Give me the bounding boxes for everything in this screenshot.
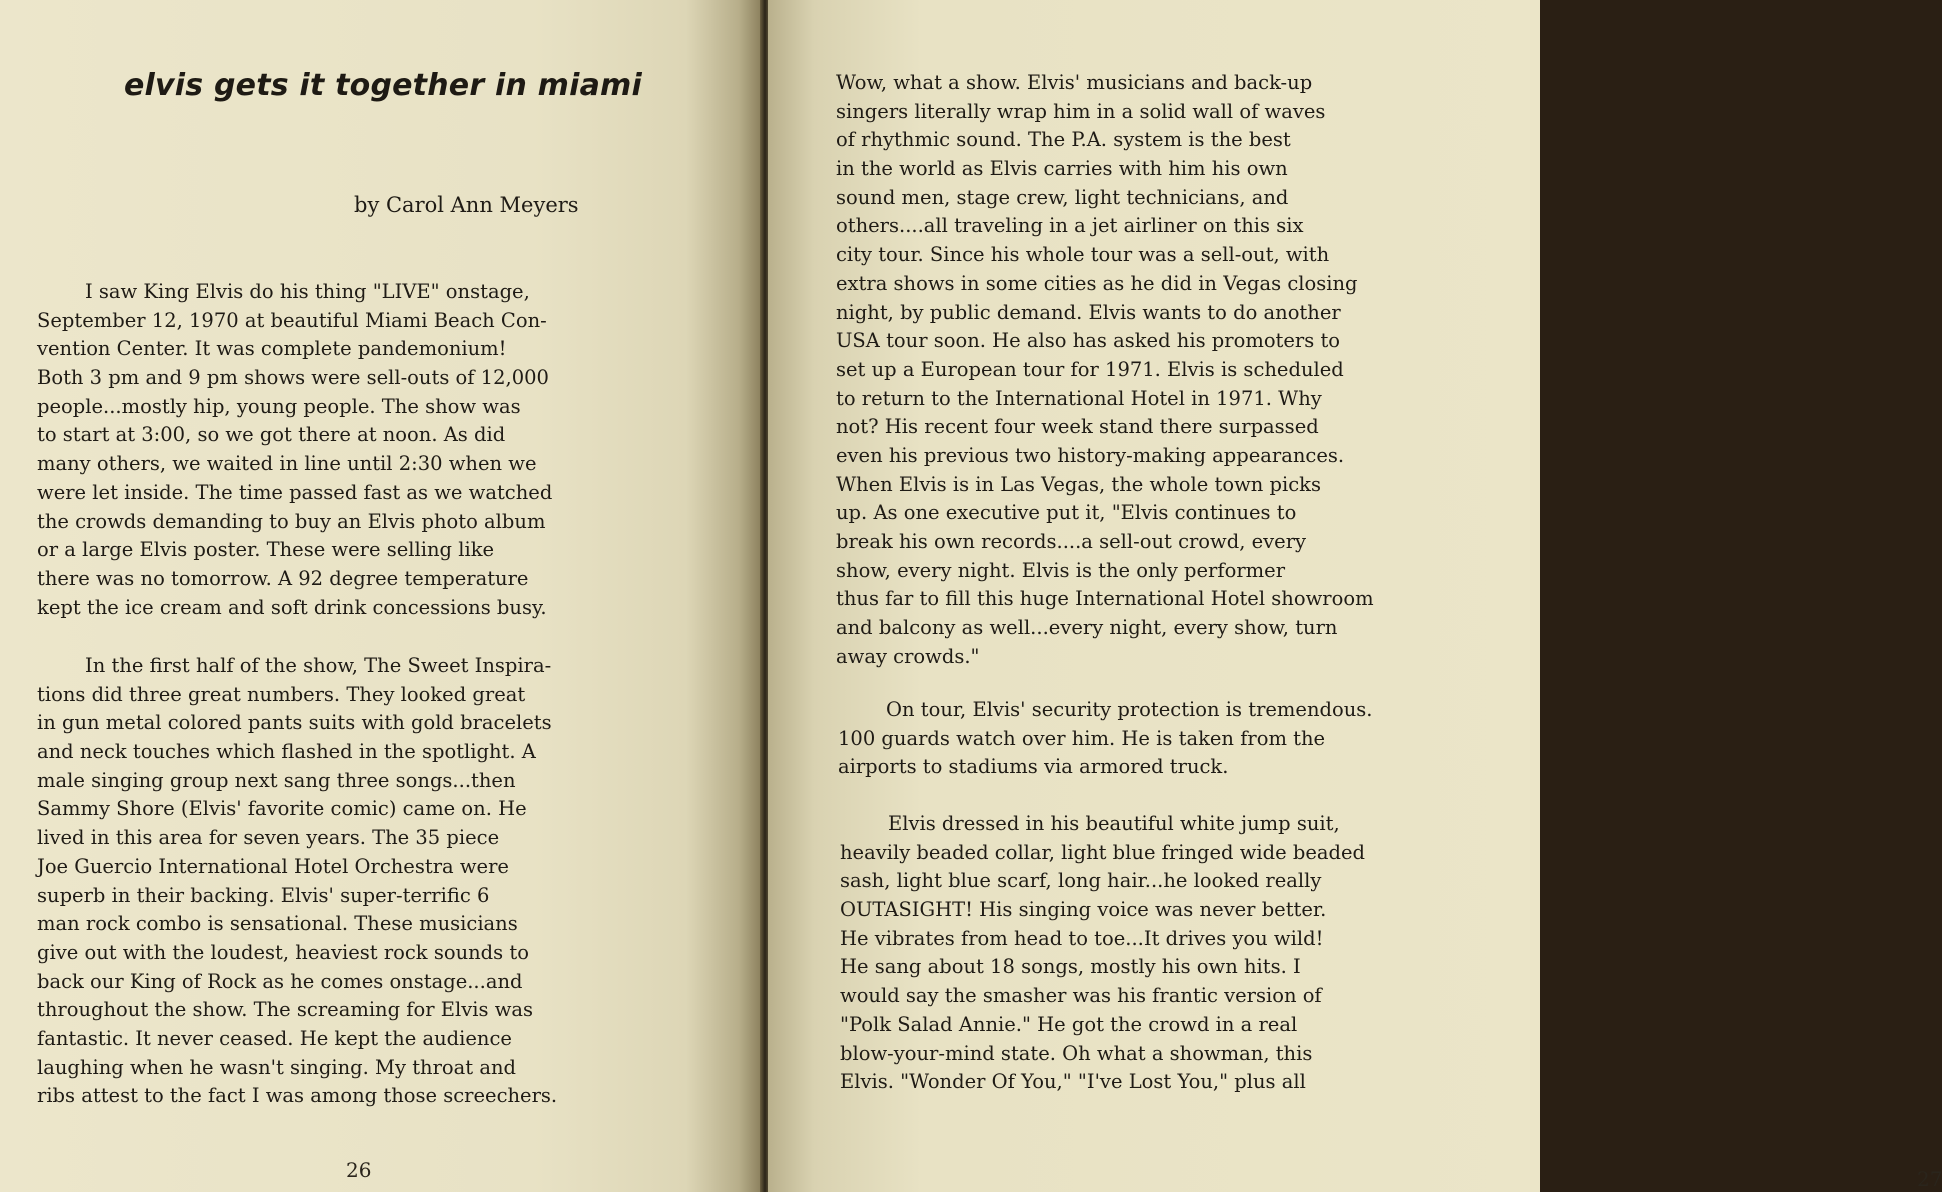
text-line: vention Center. It was complete pandemonium! bbox=[37, 337, 507, 361]
right-paragraph-1 bbox=[836, 69, 1374, 671]
text-line: singers literally wrap him in a solid wall of waves bbox=[836, 99, 1326, 123]
text-line: back our King of Rock as he comes onstage...and bbox=[37, 969, 523, 993]
text-line: blow-your-mind state. Oh what a showman, this bbox=[840, 1041, 1313, 1065]
left-paragraph-1 bbox=[37, 278, 552, 622]
left-paragraph-2 bbox=[37, 652, 557, 1111]
text-line: were let inside. The time passed fast as we watched bbox=[37, 480, 553, 504]
text-line: male singing group next sang three songs...then bbox=[37, 768, 516, 792]
text-line: Joe Guercio International Hotel Orchestra were bbox=[37, 854, 509, 878]
text-line: in the world as Elvis carries with him his own bbox=[836, 157, 1288, 181]
text-line: sash, light blue scarf, long hair...he looked really bbox=[840, 869, 1322, 893]
text-line: ribs attest to the fact I was among those screechers. bbox=[37, 1084, 558, 1108]
text-line: and balcony as well...every night, every show, turn bbox=[836, 616, 1338, 640]
text-line: of rhythmic sound. The P.A. system is the best bbox=[836, 128, 1291, 152]
text-line: thus far to fill this huge International Hotel showroom bbox=[836, 587, 1374, 611]
text-line: heavily beaded collar, light blue fringed wide beaded bbox=[840, 840, 1366, 864]
text-line: to return to the International Hotel in 1971. Why bbox=[836, 386, 1322, 410]
text-line: set up a European tour for 1971. Elvis is scheduled bbox=[836, 357, 1344, 381]
text-line: man rock combo is sensational. These musicians bbox=[37, 912, 518, 936]
text-line: airports to stadiums via armored truck. bbox=[838, 755, 1229, 779]
article-title: elvis gets it together in miami bbox=[124, 68, 642, 103]
text-line: September 12, 1970 at beautiful Miami Beach Con- bbox=[37, 308, 547, 332]
text-line: up. As one executive put it, "Elvis continues to bbox=[836, 501, 1297, 525]
text-line: fantastic. It never ceased. He kept the audience bbox=[37, 1026, 512, 1050]
page-number-right: 27 bbox=[1917, 1167, 1942, 1191]
text-line: laughing when he wasn't singing. My throat and bbox=[37, 1055, 516, 1079]
text-line: throughout the show. The screaming for Elvis was bbox=[37, 998, 534, 1022]
text-line: show, every night. Elvis is the only performer bbox=[836, 558, 1286, 582]
text-line: and neck touches which flashed in the spotlight. A bbox=[37, 740, 536, 764]
text-line: night, by public demand. Elvis wants to do another bbox=[836, 300, 1341, 324]
text-line: When Elvis is in Las Vegas, the whole town picks bbox=[836, 472, 1321, 496]
text-line: there was no tomorrow. A 92 degree temperature bbox=[37, 566, 529, 590]
text-line: lived in this area for seven years. The 35 piece bbox=[37, 826, 500, 850]
text-line: kept the ice cream and soft drink concessions busy. bbox=[37, 595, 547, 619]
text-line: 100 guards watch over him. He is taken from the bbox=[838, 726, 1326, 750]
text-line: or a large Elvis poster. These were selling like bbox=[37, 538, 495, 562]
text-line: the crowds demanding to buy an Elvis photo album bbox=[37, 509, 546, 533]
text-line: He sang about 18 songs, mostly his own hits. I bbox=[840, 955, 1301, 979]
text-line: break his own records....a sell-out crowd, every bbox=[836, 530, 1307, 553]
page-number-left: 26 bbox=[346, 1158, 372, 1182]
text-line: in gun metal colored pants suits with gold bracelets bbox=[37, 711, 552, 735]
text-line: would say the smasher was his frantic version of bbox=[840, 984, 1322, 1008]
text-line: even his previous two history-making appearances. bbox=[836, 443, 1345, 467]
left-page bbox=[0, 0, 762, 1192]
text-line: many others, we waited in line until 2:30 when we bbox=[37, 452, 537, 476]
text-line: On tour, Elvis' security protection is tremendous. bbox=[886, 698, 1373, 721]
article-byline: by Carol Ann Meyers bbox=[354, 193, 579, 217]
right-paragraph-3 bbox=[840, 810, 1365, 1097]
text-line: to start at 3:00, so we got there at noon. As did bbox=[37, 423, 506, 447]
text-line: I saw King Elvis do his thing "LIVE" onstage, bbox=[85, 280, 530, 303]
text-line: Wow, what a show. Elvis' musicians and back-up bbox=[836, 71, 1313, 94]
text-line: In the first half of the show, The Sweet Inspira- bbox=[85, 654, 552, 677]
text-line: Both 3 pm and 9 pm shows were sell-outs of 12,000 bbox=[37, 366, 549, 390]
text-line: city tour. Since his whole tour was a sell-out, with bbox=[836, 243, 1330, 267]
text-line: USA tour soon. He also has asked his promoters to bbox=[836, 329, 1341, 353]
text-line: people...mostly hip, young people. The show was bbox=[37, 394, 521, 418]
text-line: give out with the loudest, heaviest rock sounds to bbox=[37, 940, 529, 964]
text-line: Elvis dressed in his beautiful white jump suit, bbox=[888, 812, 1340, 835]
text-line: "Polk Salad Annie." He got the crowd in a real bbox=[840, 1012, 1298, 1036]
text-line: OUTASIGHT! His singing voice was never better. bbox=[840, 898, 1327, 922]
text-line: sound men, stage crew, light technicians, and bbox=[836, 185, 1289, 209]
text-line: not? His recent four week stand there surpassed bbox=[836, 415, 1319, 439]
text-line: Elvis. "Wonder Of You," "I've Lost You," plus all bbox=[840, 1070, 1306, 1094]
text-line: Sammy Shore (Elvis' favorite comic) came on. He bbox=[37, 797, 527, 821]
text-line: others....all traveling in a jet airliner on this six bbox=[836, 214, 1304, 238]
text-line: He vibrates from head to toe...It drives you wild! bbox=[840, 926, 1324, 950]
right-paragraph-2 bbox=[838, 696, 1373, 782]
text-line: away crowds." bbox=[836, 644, 980, 668]
text-line: extra shows in some cities as he did in Vegas closing bbox=[836, 271, 1358, 295]
text-line: superb in their backing. Elvis' super-terrific 6 bbox=[37, 883, 490, 907]
text-line: tions did three great numbers. They looked great bbox=[37, 682, 526, 706]
